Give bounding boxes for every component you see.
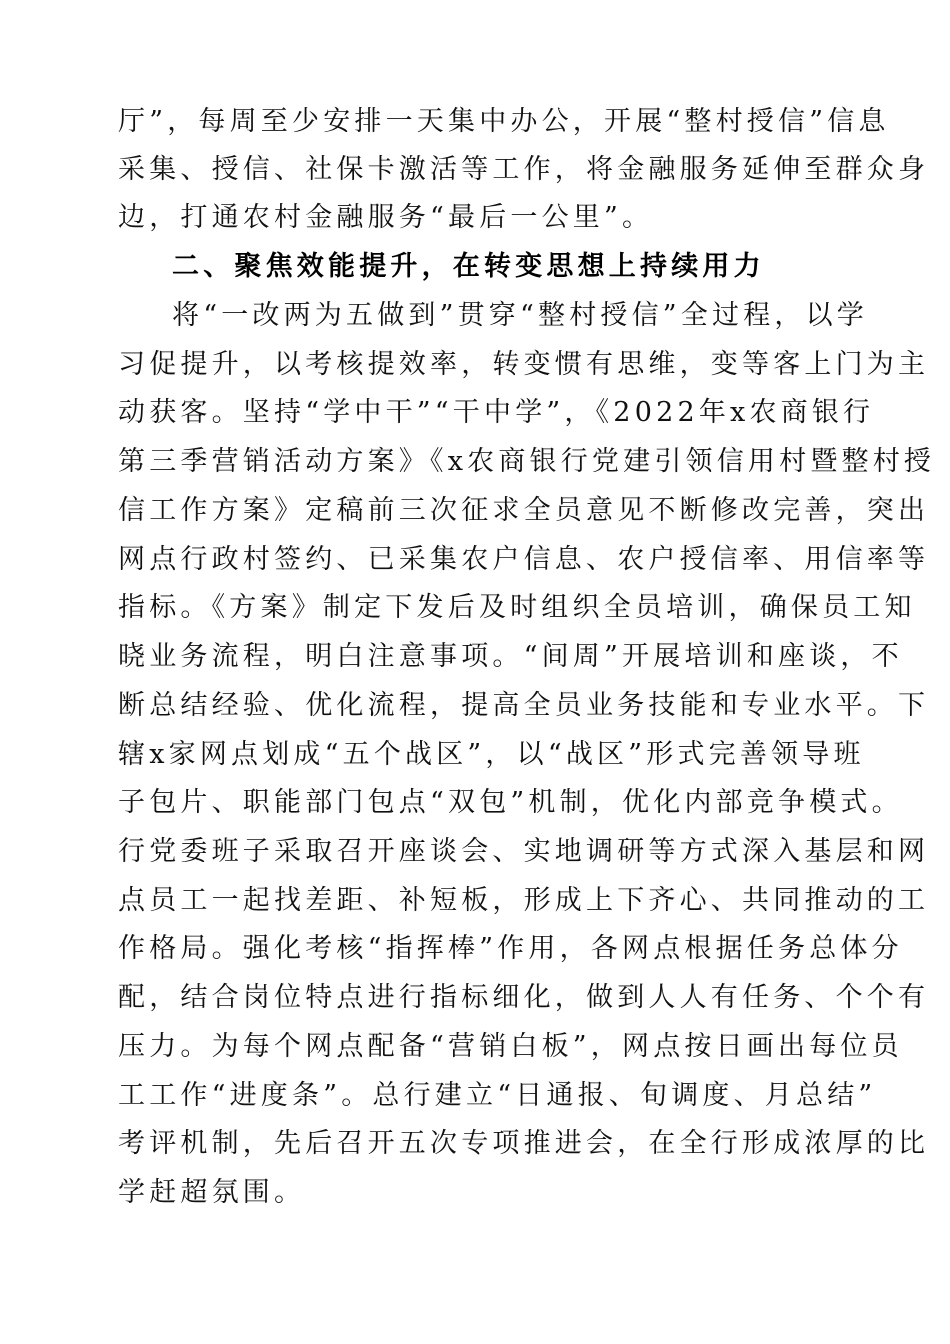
paragraph-line: 断总结经验、优化流程，提高全员业务技能和专业水平。下 <box>118 690 930 721</box>
paragraph-line: 点员工一起找差距、补短板，形成上下齐心、共同推动的工 <box>118 885 930 916</box>
paragraph-line: 考评机制，先后召开五次专项推进会，在全行形成浓厚的比 <box>118 1128 930 1159</box>
section-heading: 二、聚焦效能提升，在转变思想上持续用力 <box>172 251 765 282</box>
paragraph-line: 行党委班子采取召开座谈会、实地调研等方式深入基层和网 <box>118 836 930 867</box>
paragraph-line: 指标。《方案》制定下发后及时组织全员培训，确保员工知 <box>118 592 916 623</box>
paragraph-line: 辖x家网点划成“五个战区”，以“战区”形式完善领导班 <box>118 739 865 770</box>
paragraph-line: 学赶超氛围。 <box>118 1177 306 1208</box>
paragraph-line: 压力。为每个网点配备“营销白板”，网点按日画出每位员 <box>118 1031 903 1062</box>
paragraph-line: 动获客。坚持“学中干”“干中学”，《2022年x农商银行 <box>118 397 875 428</box>
paragraph-line: 晓业务流程，明白注意事项。“间周”开展培训和座谈，不 <box>118 641 903 672</box>
paragraph-line: 子包片、职能部门包点“双包”机制，优化内部竞争模式。 <box>118 787 903 818</box>
paragraph-line: 第三季营销活动方案》《x农商银行党建引领信用村暨整村授 <box>118 446 936 477</box>
paragraph-line: 配，结合岗位特点进行指标细化，做到人人有任务、个个有 <box>118 982 930 1013</box>
paragraph-line: 边，打通农村金融服务“最后一公里”。 <box>118 202 654 233</box>
paragraph-line: 网点行政村签约、已采集农户信息、农户授信率、用信率等 <box>118 544 930 575</box>
paragraph-line: 采集、授信、社保卡激活等工作，将金融服务延伸至群众身 <box>118 154 930 185</box>
paragraph-line: 作格局。强化考核“指挥棒”作用，各网点根据任务总体分 <box>118 933 903 964</box>
paragraph-line: 工工作“进度条”。总行建立“日通报、旬调度、月总结” <box>118 1080 877 1111</box>
paragraph-line: 习促提升，以考核提效率，转变惯有思维，变等客上门为主 <box>118 349 930 380</box>
paragraph-line: 将“一改两为五做到”贯穿“整村授信”全过程，以学 <box>172 300 869 331</box>
paragraph-line: 厅”，每周至少安排一天集中办公，开展“整村授信”信息 <box>118 106 890 137</box>
paragraph-line: 信工作方案》定稿前三次征求全员意见不断修改完善，突出 <box>118 495 930 526</box>
